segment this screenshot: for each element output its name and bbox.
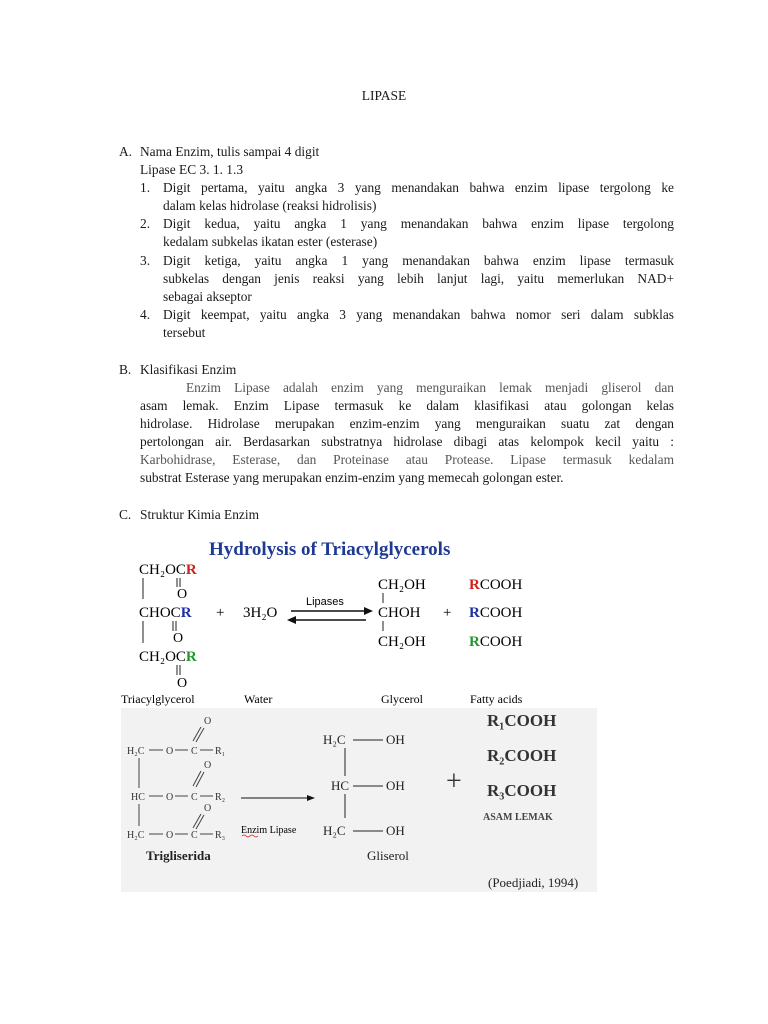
list-item-line: Digit ketiga, yaitu angka 1 yang menandakan bahwa enzim lipase termasuk <box>163 253 674 268</box>
section-c-marker: C. <box>119 507 132 522</box>
asam-lemak-2: R₂COOH <box>487 746 557 765</box>
fatty-acid-3: RCOOH <box>469 634 523 650</box>
h2c-label: H₂C <box>127 746 145 757</box>
list-item-line: dalam kelas hidrolase (reaksi hidrolisis) <box>163 198 377 213</box>
asam-lemak-3: R₃COOH <box>487 781 557 800</box>
figure-title: Hydrolysis of Triacylglycerols <box>209 539 451 560</box>
caption-fatty-acids: Fatty acids <box>470 692 523 706</box>
asam-lemak-1: R₁COOH <box>487 711 557 730</box>
r-label: R₃ <box>215 830 226 841</box>
hc-label: HC <box>131 792 145 803</box>
c-label: C <box>191 792 198 803</box>
caption-triacylglycerol: Triacylglycerol <box>121 692 195 706</box>
list-number: 3. <box>140 253 151 268</box>
glycerol-row: CH₂OH <box>378 634 426 650</box>
list-item-line: Digit kedua, yaitu angka 1 yang menandakan bahwa enzim lipase tergolong <box>163 216 674 231</box>
oh-label: OH <box>386 823 405 838</box>
plus-sign: + <box>446 766 462 797</box>
carbonyl-o-1: O <box>177 587 188 602</box>
paragraph-line: hidrolase. Hidrolase merupakan enzim-enzim yang menguraikan suatu zat dengan <box>140 416 674 431</box>
section-a-marker: A. <box>119 144 133 159</box>
caption-water: Water <box>244 692 273 706</box>
c-label: C <box>191 746 198 757</box>
o-label: O <box>204 716 212 727</box>
list-item-line: kedalam subkelas ikatan ester (esterase) <box>163 234 378 249</box>
fatty-acid-2: RCOOH <box>469 605 523 621</box>
list-item-line: sebagai akseptor <box>163 289 252 304</box>
gliserol-carbon: H₂C <box>323 732 346 747</box>
paragraph-line: substrat Esterase yang merupakan enzim-enzim yang memecah golongan ester. <box>140 470 564 485</box>
list-item-line: tersebut <box>163 325 206 340</box>
paragraph-line: asam lemak. Enzim Lipase termasuk ke dalam klasifikasi atau golongan kelas <box>140 398 674 413</box>
section-a-heading: Nama Enzim, tulis sampai 4 digit <box>140 144 320 159</box>
gliserol-carbon: H₂C <box>323 823 346 838</box>
carbonyl-o-2: O <box>173 631 184 646</box>
o-label: O <box>166 746 174 757</box>
reverse-arrowhead <box>287 616 296 624</box>
plus-sign: + <box>443 605 452 621</box>
h2c-label: H₂C <box>127 830 145 841</box>
list-number: 4. <box>140 307 151 322</box>
r-label: R₁ <box>215 746 226 757</box>
caption-glycerol: Glycerol <box>381 692 423 706</box>
tri-row-3: CH₂OCR <box>139 649 197 665</box>
citation: (Poedjiadi, 1994) <box>488 875 579 890</box>
plus-sign: + <box>216 605 225 621</box>
glycerol-row: CH₂OH <box>378 577 426 593</box>
o-label: O <box>166 830 174 841</box>
hydrolysis-figure <box>121 528 597 892</box>
o-label: O <box>204 803 212 814</box>
list-item-line: Digit keempat, yaitu angka 3 yang menandakan bahwa nomor seri dalam subklas <box>163 307 674 322</box>
paragraph-line: Karbohidrase, Esterase, dan Proteinase atau Protease. Lipase termasuk kedalam <box>140 452 674 467</box>
section-c-heading: Struktur Kimia Enzim <box>140 507 260 522</box>
caption-trigliserida: Trigliserida <box>146 848 211 863</box>
list-item-line: Digit pertama, yaitu angka 3 yang menandakan bahwa enzim lipase tergolong ke <box>163 180 674 195</box>
ec-number: Lipase EC 3. 1. 1.3 <box>140 162 244 177</box>
o-label: O <box>166 792 174 803</box>
page-title: LIPASE <box>361 88 407 103</box>
gliserol-carbon: HC <box>331 778 350 793</box>
r-label: R₂ <box>215 792 226 803</box>
paragraph-line: Enzim Lipase adalah enzim yang menguraikan lemak menjadi gliserol dan <box>186 380 674 395</box>
fatty-acid-1: RCOOH <box>469 577 523 593</box>
section-b-heading: Klasifikasi Enzim <box>140 362 237 377</box>
list-item-line: subkelas dengan jenis reaksi yang lebih lanjut lagi, yaitu memerlukan NAD+ <box>163 271 674 286</box>
paragraph-line: pertolongan air. Berdasarkan substratnya hidrolase dibagi atas kelompok kecil yaitu : <box>140 434 674 449</box>
lipases-label: Lipases <box>306 596 344 608</box>
c-label: C <box>191 830 198 841</box>
list-number: 1. <box>140 180 151 195</box>
oh-label: OH <box>386 778 405 793</box>
oh-label: OH <box>386 732 405 747</box>
forward-arrowhead <box>364 607 373 615</box>
tri-row-1: CH₂OCR <box>139 562 197 578</box>
water-formula: 3H₂O <box>243 605 278 621</box>
asam-lemak-caption: ASAM LEMAK <box>483 812 553 823</box>
o-label: O <box>204 760 212 771</box>
tri-row-2: CHOCR <box>139 605 192 621</box>
enzim-lipase-label: Enzim Lipase <box>241 825 297 836</box>
section-b-marker: B. <box>119 362 132 377</box>
list-number: 2. <box>140 216 151 231</box>
caption-gliserol: Gliserol <box>367 848 409 863</box>
reaction-diagram <box>121 528 597 892</box>
glycerol-row: CHOH <box>378 605 421 621</box>
carbonyl-o-3: O <box>177 676 188 691</box>
